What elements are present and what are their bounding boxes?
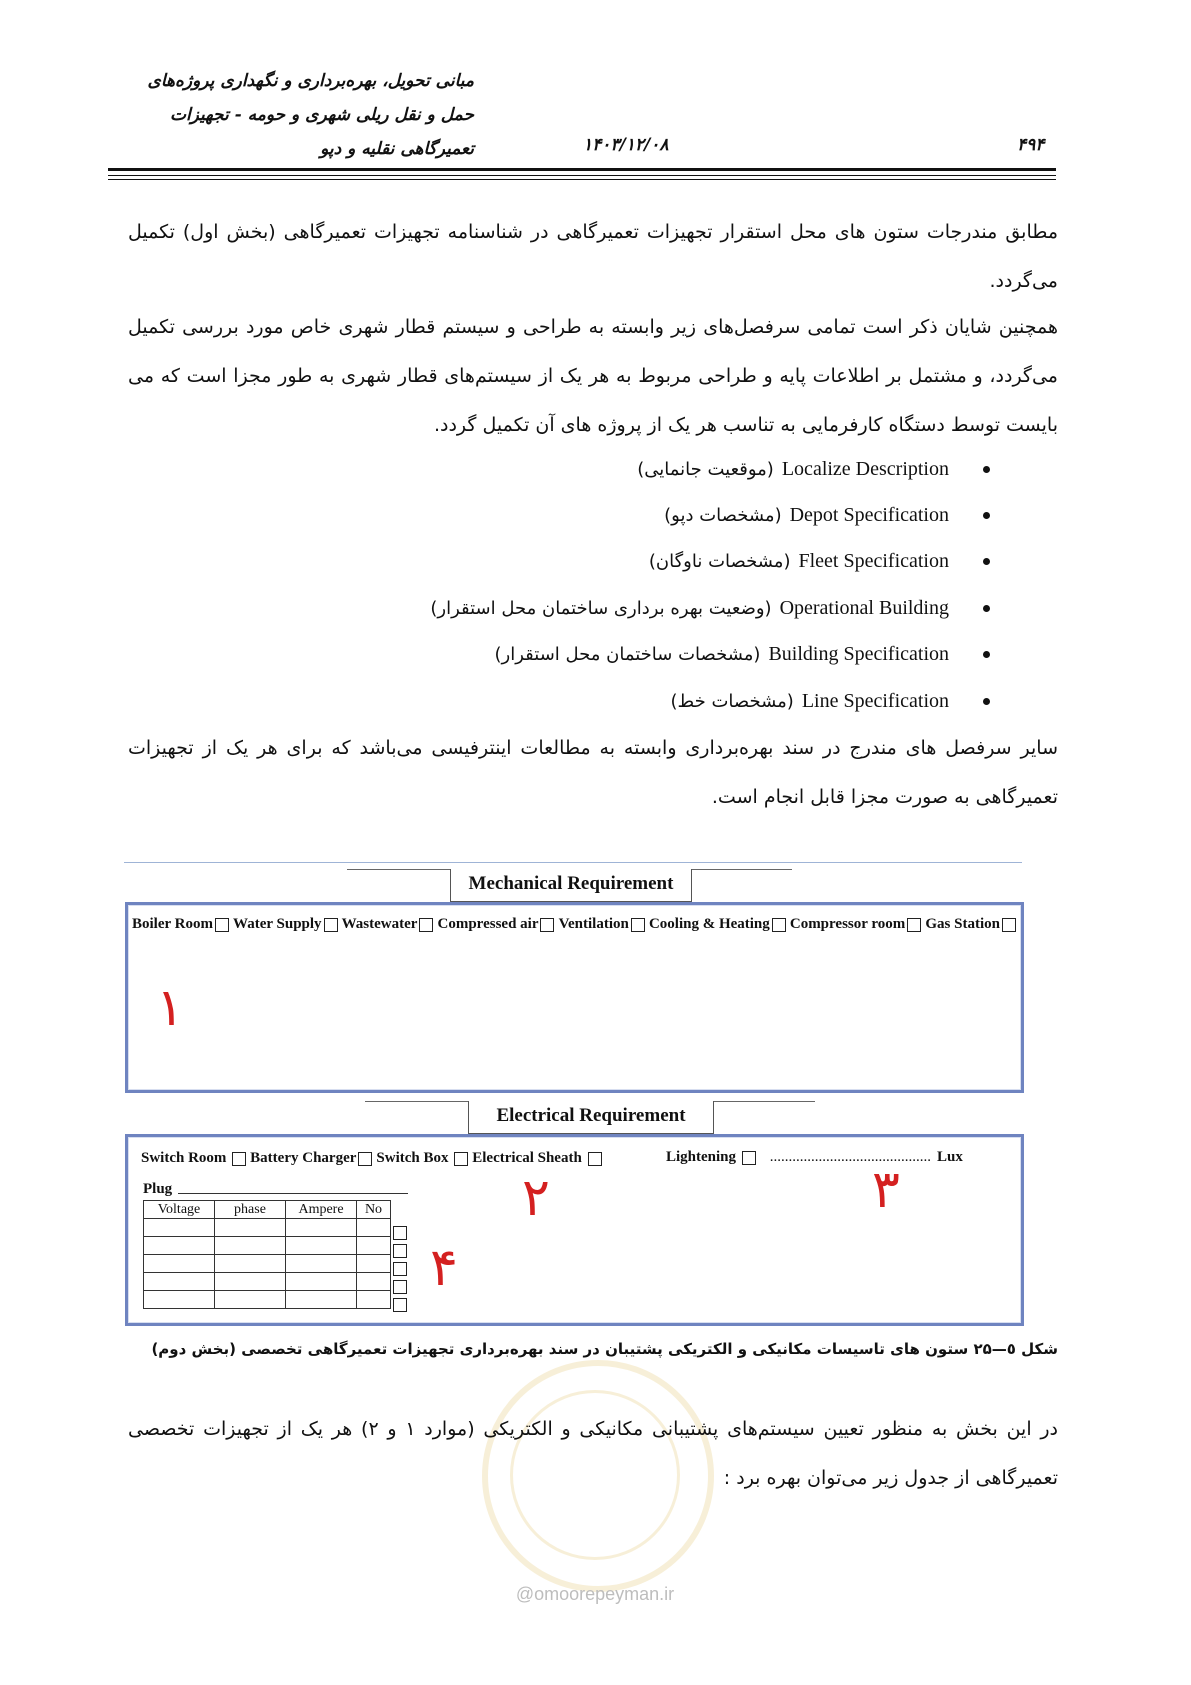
bullet-en: Operational Building — [779, 596, 949, 619]
list-item — [430, 585, 1058, 631]
list-item — [649, 538, 1058, 584]
plug-cell[interactable] — [286, 1255, 357, 1273]
option-label: Cooling & Heating — [648, 916, 770, 932]
paragraph-4-text: در این بخش به منظور تعیین سیستم‌های پشتیبانی مکانیکی و الکتریکی (موارد ۱ و ۲) هر یک از تجهیزات تخصصی تعمیرگاهی از جدول زیر می‌توان بهره برد : — [128, 1418, 1058, 1489]
electrical-options — [141, 1150, 604, 1167]
checkbox-water-supply[interactable] — [324, 918, 338, 932]
plug-label: Plug — [143, 1181, 173, 1197]
bullet-en: Depot Specification — [789, 503, 949, 526]
plug-cell[interactable] — [215, 1273, 286, 1291]
option-switch-room — [141, 1150, 248, 1167]
plug-cell[interactable] — [215, 1291, 286, 1309]
plug-label-underline — [178, 1193, 408, 1194]
lightening-label: Lightening — [666, 1149, 737, 1165]
plug-cell[interactable] — [357, 1237, 391, 1255]
plug-cell[interactable] — [144, 1273, 215, 1291]
checkbox-switch-box[interactable] — [454, 1152, 468, 1166]
option-boiler-room — [132, 916, 231, 933]
plug-cell[interactable] — [286, 1273, 357, 1291]
table-row — [144, 1219, 391, 1237]
plug-table — [143, 1200, 391, 1309]
bullet-fa: (وضعیت بهره برداری ساختمان محل استقرار) — [430, 597, 772, 619]
table-row — [144, 1273, 391, 1291]
plug-cell[interactable] — [144, 1291, 215, 1309]
plug-cell[interactable] — [144, 1255, 215, 1273]
figure-top-line — [124, 862, 1022, 863]
watermark-text: @omoorepeyman.ir — [515, 1584, 675, 1604]
paragraph-1 — [128, 208, 1058, 306]
checkbox-battery-charger[interactable] — [358, 1152, 372, 1166]
option-compressed-air — [438, 916, 557, 933]
bullet-fa: (مشخصات دپو) — [664, 504, 782, 526]
checkbox-compressed-air[interactable] — [540, 918, 554, 932]
bullet-dot-icon — [983, 466, 990, 473]
option-label: Gas Station — [925, 916, 1000, 932]
option-cooling-heating — [649, 916, 788, 933]
option-compressor-room — [790, 916, 923, 933]
list-item — [495, 631, 1058, 677]
plug-cell[interactable] — [357, 1219, 391, 1237]
header-title-line-3: تعمیرگاهی نقلیه و دپو — [320, 139, 474, 159]
table-row — [144, 1291, 391, 1309]
lux-input-dots[interactable]: ........................................... — [769, 1149, 932, 1165]
checkbox-boiler-room[interactable] — [215, 918, 229, 932]
plug-cell[interactable] — [215, 1219, 286, 1237]
plug-row-checkboxes — [393, 1226, 409, 1312]
plug-cell[interactable] — [357, 1273, 391, 1291]
checkbox-plug-row-5[interactable] — [393, 1298, 407, 1312]
plug-cell[interactable] — [286, 1219, 357, 1237]
paragraph-2 — [128, 303, 1058, 450]
plug-cell[interactable] — [144, 1219, 215, 1237]
table-row — [144, 1201, 391, 1219]
checkbox-cooling-heating[interactable] — [772, 918, 786, 932]
plug-col-phase: phase — [215, 1201, 286, 1219]
checkbox-wastewater[interactable] — [419, 918, 433, 932]
table-row — [144, 1255, 391, 1273]
header-rule-thin-2 — [108, 179, 1056, 180]
checkbox-plug-row-1[interactable] — [393, 1226, 407, 1240]
option-label: Electrical Sheath — [472, 1150, 582, 1166]
caption-prefix: شکل ٥— — [991, 1340, 1058, 1358]
checkbox-compressor-room[interactable] — [907, 918, 921, 932]
list-item — [670, 678, 1058, 724]
plug-col-voltage: Voltage — [144, 1201, 215, 1219]
option-label: Boiler Room — [132, 916, 213, 932]
figure-caption — [118, 1340, 1058, 1358]
paragraph-1-text: مطابق مندرجات ستون های محل استقرار تجهیزات تعمیرگاهی در شناسنامه تجهیزات تعمیرگاهی (بخش اول) تکمیل می‌گردد. — [128, 221, 1058, 292]
option-ventilation — [559, 916, 647, 933]
bullet-en: Line Specification — [801, 689, 949, 712]
plug-cell[interactable] — [215, 1237, 286, 1255]
marker-3: ۳ — [872, 1160, 900, 1220]
plug-cell[interactable] — [286, 1237, 357, 1255]
marker-1: ۱ — [156, 978, 184, 1038]
option-label: Compressed air — [437, 916, 539, 932]
checkbox-ventilation[interactable] — [631, 918, 645, 932]
checkbox-switch-room[interactable] — [232, 1152, 246, 1166]
option-switch-box — [376, 1150, 470, 1167]
option-label: Compressor room — [789, 916, 906, 932]
paragraph-3-text: سایر سرفصل های مندرج در سند بهره‌برداری وابسته به مطالعات اینترفیسی می‌باشد که برای هر یک از تجهیزات تعمیرگاهی به صورت مجزا قابل انجام است. — [128, 737, 1058, 808]
bullet-dot-icon — [983, 512, 990, 519]
marker-2: ۲ — [522, 1168, 550, 1228]
paragraph-3 — [128, 724, 1058, 822]
list-item — [664, 492, 1058, 538]
bullet-fa: (موقعیت جانمایی) — [637, 458, 774, 480]
paragraph-2-text: همچنین شایان ذکر است تمامی سرفصل‌های زیر وابسته به طراحی و سیستم قطار شهری خاص مورد بررسی تکمیل می‌گردد، و مشتمل بر اطلاعات پایه و طراحی مربوط به هر یک از سیستم‌های قطار شهری به طور مجزا است که می بایست توسط دستگاه کارفرمایی به تناسب هر یک از پروژه های آن تکمیل گردد. — [128, 316, 1058, 436]
paragraph-4 — [128, 1405, 1058, 1503]
option-water-supply — [233, 916, 340, 933]
bullet-en: Localize Description — [781, 457, 949, 480]
bullet-dot-icon — [983, 605, 990, 612]
mechanical-title: Mechanical Requirement — [450, 869, 692, 902]
plug-cell[interactable] — [357, 1291, 391, 1309]
plug-col-ampere: Ampere — [286, 1201, 357, 1219]
bullet-fa: (مشخصات خط) — [670, 690, 794, 712]
marker-4: ۴ — [430, 1238, 458, 1298]
option-gas-station — [925, 916, 1018, 933]
bullet-en: Building Specification — [768, 642, 949, 665]
header-rule-thin — [108, 175, 1056, 176]
option-wastewater — [342, 916, 436, 933]
header-date: ۱۴۰۳/۱۲/۰۸ — [583, 135, 669, 155]
caption-text: ستون های تاسیسات مکانیکی و الکتریکی پشتیبان در سند بهره‌برداری تجهیزات تعمیرگاهی تخصصی (بخش دوم) — [151, 1340, 974, 1358]
option-label: Water Supply — [233, 916, 322, 932]
checkbox-plug-row-3[interactable] — [393, 1262, 407, 1276]
option-label: Switch Box — [376, 1150, 449, 1166]
list-item — [637, 446, 1058, 492]
header-title-line-1: مبانی تحویل، بهره‌برداری و نگهداری پروژه‌های — [147, 71, 474, 91]
checkbox-gas-station[interactable] — [1002, 918, 1016, 932]
checkbox-plug-row-4[interactable] — [393, 1280, 407, 1294]
bullet-dot-icon — [983, 698, 990, 705]
table-row — [144, 1237, 391, 1255]
bullet-fa: (مشخصات ناوگان) — [648, 550, 791, 572]
checkbox-electrical-sheath[interactable] — [588, 1152, 602, 1166]
plug-cell[interactable] — [144, 1237, 215, 1255]
plug-cell[interactable] — [215, 1255, 286, 1273]
option-label: Ventilation — [558, 916, 629, 932]
bullet-dot-icon — [983, 558, 990, 565]
option-label: Wastewater — [341, 916, 418, 932]
header-rule-thick — [108, 168, 1056, 171]
plug-cell[interactable] — [357, 1255, 391, 1273]
mechanical-options — [132, 916, 1018, 933]
page-number: ۴۹۴ — [1017, 135, 1045, 155]
plug-table-wrap — [143, 1200, 391, 1309]
option-electrical-sheath — [472, 1150, 603, 1167]
header-title-line-2: حمل و نقل ریلی شهری و حومه - تجهیزات — [169, 105, 474, 125]
bullet-dot-icon — [983, 651, 990, 658]
lux-label: Lux — [937, 1149, 963, 1165]
bullet-en: Fleet Specification — [798, 549, 949, 572]
electrical-title: Electrical Requirement — [468, 1101, 714, 1134]
checkbox-lightening[interactable] — [742, 1151, 756, 1165]
bullet-fa: (مشخصات ساختمان محل استقرار) — [494, 643, 761, 665]
option-label: Battery Charger — [250, 1150, 357, 1166]
plug-cell[interactable] — [286, 1291, 357, 1309]
option-battery-charger — [250, 1150, 374, 1167]
option-label: Switch Room — [141, 1150, 227, 1166]
caption-number: ۲۵ — [973, 1340, 992, 1358]
lightening-option — [666, 1149, 963, 1166]
plug-col-no: No — [357, 1201, 391, 1219]
checkbox-plug-row-2[interactable] — [393, 1244, 407, 1258]
